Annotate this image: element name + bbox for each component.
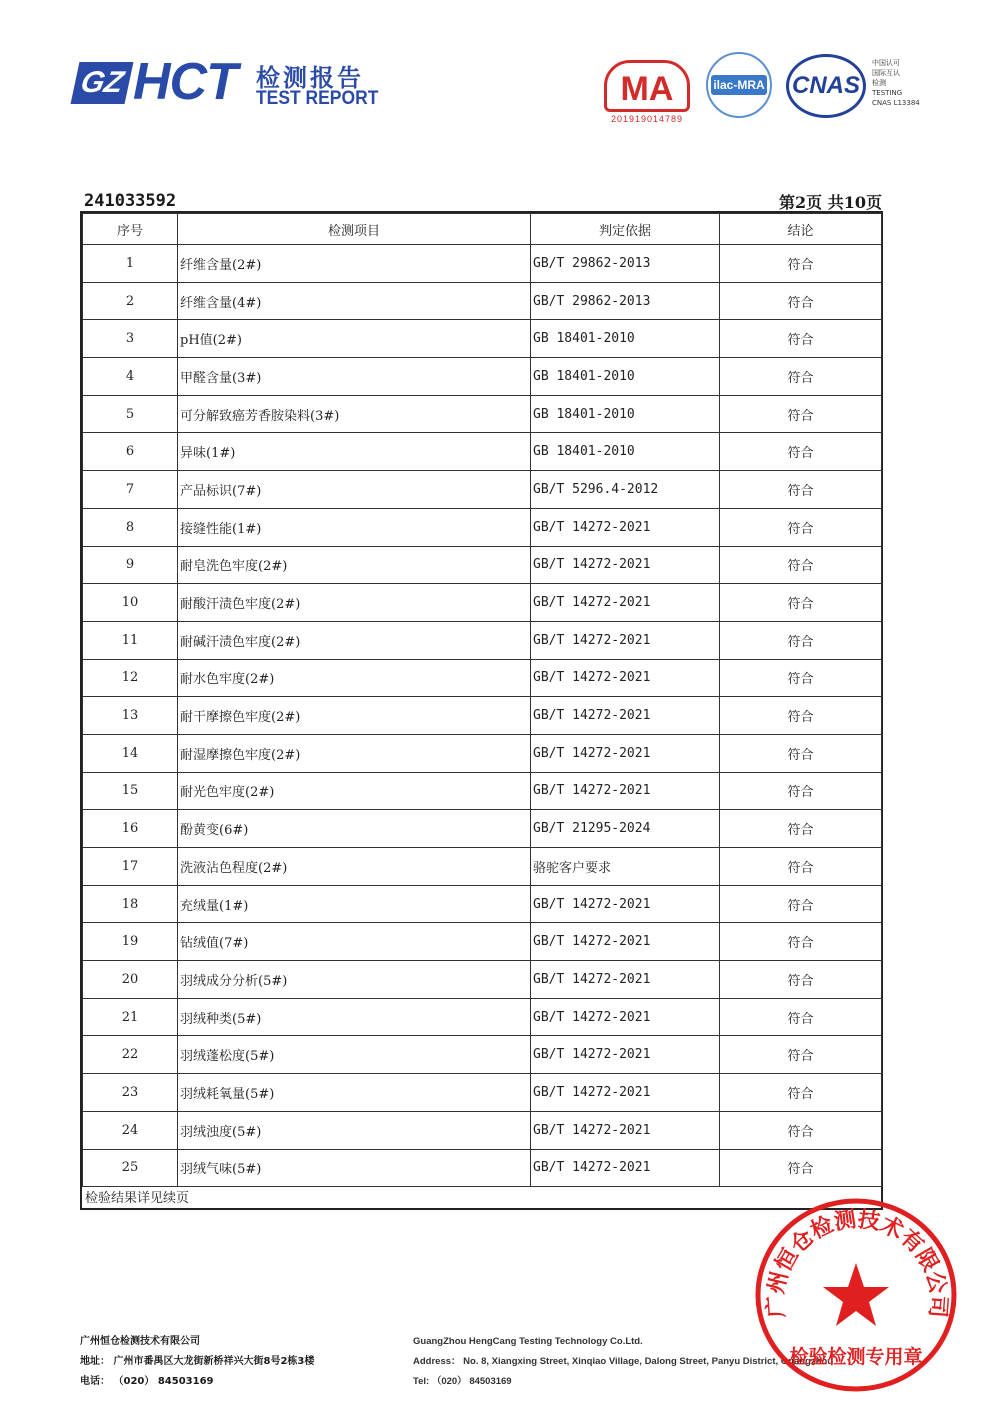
table-row [83, 885, 882, 923]
footer-cn [80, 1332, 314, 1392]
table-row [83, 848, 882, 886]
row-result: 符合 [720, 885, 882, 923]
footer-company-en: GuangZhou HengCang Testing Technology Co.Ltd. [413, 1336, 643, 1347]
table-row [83, 734, 882, 772]
row-standard: GB/T 14272-2021 [531, 734, 720, 772]
row-standard: GB/T 29862-2013 [531, 282, 720, 320]
row-standard: GB/T 21295-2024 [531, 810, 720, 848]
row-result: 符合 [720, 433, 882, 471]
table-row [83, 471, 882, 509]
row-item: pH值(2#) [178, 320, 531, 358]
row-number: 11 [83, 621, 178, 659]
row-result: 符合 [720, 734, 882, 772]
row-item: 产品标识(7#) [178, 471, 531, 509]
row-result: 符合 [720, 659, 882, 697]
row-result: 符合 [720, 508, 882, 546]
table-row [83, 546, 882, 584]
row-item: 钻绒值(7#) [178, 923, 531, 961]
row-standard: GB 18401-2010 [531, 358, 720, 396]
row-number: 12 [83, 659, 178, 697]
row-number: 1 [83, 245, 178, 283]
row-result: 符合 [720, 1036, 882, 1074]
row-standard: GB/T 14272-2021 [531, 1111, 720, 1149]
seal-bottom-text: 检验检测专用章 [789, 1346, 923, 1368]
seal-arc-text: 广州恒仓检测技术有限公司 [763, 1207, 951, 1319]
table-row [83, 1149, 882, 1187]
header-no: 序号 [83, 214, 178, 245]
row-result: 符合 [720, 1074, 882, 1112]
cnas-line: TESTING [872, 89, 903, 97]
row-number: 17 [83, 848, 178, 886]
table-row [83, 395, 882, 433]
table-row [83, 245, 882, 283]
row-number: 4 [83, 358, 178, 396]
page-indicator: 第2页 共10页 [779, 193, 882, 212]
row-result: 符合 [720, 395, 882, 433]
row-number: 6 [83, 433, 178, 471]
row-result: 符合 [720, 772, 882, 810]
logo-title-en: TEST REPORT [256, 88, 379, 109]
row-item: 耐光色牢度(2#) [178, 772, 531, 810]
row-number: 5 [83, 395, 178, 433]
table-row [83, 961, 882, 999]
row-standard: GB/T 14272-2021 [531, 1036, 720, 1074]
row-standard: GB/T 14272-2021 [531, 621, 720, 659]
table-row [83, 923, 882, 961]
table-row [83, 621, 882, 659]
row-standard: GB/T 14272-2021 [531, 584, 720, 622]
cma-number: 201919014789 [610, 114, 684, 124]
row-number: 16 [83, 810, 178, 848]
hct-logo: HCT [133, 53, 237, 111]
row-item: 耐碱汗渍色牢度(2#) [178, 621, 531, 659]
row-item: 接缝性能(1#) [178, 508, 531, 546]
row-standard: GB/T 14272-2021 [531, 659, 720, 697]
table-row [83, 1074, 882, 1112]
row-standard: GB/T 14272-2021 [531, 772, 720, 810]
footer-address-en: Address： No. 8, Xiangxing Street, Xinqiao Village, Dalong Street, Panyu District, Guangzhou [413, 1356, 834, 1367]
table-row [83, 584, 882, 622]
row-item: 羽绒蓬松度(5#) [178, 1036, 531, 1074]
footer-tel-en: Tel: （020） 84503169 [413, 1376, 512, 1387]
cnas-caption [872, 58, 942, 108]
gz-logo-mark: GZ [71, 62, 134, 104]
row-number: 20 [83, 961, 178, 999]
row-number: 18 [83, 885, 178, 923]
row-result: 符合 [720, 1111, 882, 1149]
results-table [82, 213, 882, 1187]
row-item: 洗液沾色程度(2#) [178, 848, 531, 886]
row-number: 10 [83, 584, 178, 622]
cma-logo: MA [604, 60, 690, 112]
footer-address-cn: 地址： 广州市番禺区大龙街新桥祥兴大街8号2栋3楼 [80, 1356, 315, 1367]
row-number: 25 [83, 1149, 178, 1187]
row-standard: GB/T 14272-2021 [531, 1149, 720, 1187]
row-item: 异味(1#) [178, 433, 531, 471]
table-row [83, 358, 882, 396]
row-result: 符合 [720, 471, 882, 509]
row-result: 符合 [720, 584, 882, 622]
row-result: 符合 [720, 282, 882, 320]
logo-title-cn: 检测报告 [256, 64, 364, 92]
row-result: 符合 [720, 358, 882, 396]
row-result: 符合 [720, 961, 882, 999]
row-number: 13 [83, 697, 178, 735]
table-row [83, 282, 882, 320]
table-row [83, 772, 882, 810]
row-standard: GB/T 14272-2021 [531, 508, 720, 546]
row-number: 7 [83, 471, 178, 509]
row-standard: GB/T 14272-2021 [531, 961, 720, 999]
table-row [83, 1111, 882, 1149]
row-number: 15 [83, 772, 178, 810]
row-item: 纤维含量(4#) [178, 282, 531, 320]
footer-tel-cn: 电话： （020） 84503169 [80, 1376, 214, 1387]
table-row [83, 659, 882, 697]
row-result: 符合 [720, 1149, 882, 1187]
cnas-line: CNAS L13384 [872, 99, 920, 107]
row-result: 符合 [720, 697, 882, 735]
table-header-row [83, 214, 882, 245]
table-row [83, 998, 882, 1036]
header-standard: 判定依据 [531, 214, 720, 245]
row-item: 甲醛含量(3#) [178, 358, 531, 396]
row-standard: GB 18401-2010 [531, 433, 720, 471]
row-number: 9 [83, 546, 178, 584]
row-standard: GB/T 5296.4-2012 [531, 471, 720, 509]
company-seal [750, 1195, 962, 1395]
cnas-logo [786, 54, 866, 118]
row-result: 符合 [720, 546, 882, 584]
row-number: 19 [83, 923, 178, 961]
table-row [83, 320, 882, 358]
row-number: 23 [83, 1074, 178, 1112]
row-item: 耐酸汗渍色牢度(2#) [178, 584, 531, 622]
row-standard: GB/T 14272-2021 [531, 885, 720, 923]
table-row [83, 810, 882, 848]
row-result: 符合 [720, 998, 882, 1036]
report-number: 241033592 [84, 191, 177, 211]
row-item: 耐水色牢度(2#) [178, 659, 531, 697]
row-item: 耐湿摩擦色牢度(2#) [178, 734, 531, 772]
row-number: 22 [83, 1036, 178, 1074]
cnas-line: 国际互认 [872, 69, 900, 77]
row-standard: GB/T 14272-2021 [531, 998, 720, 1036]
row-standard: 骆驼客户要求 [531, 848, 720, 886]
row-standard: GB/T 14272-2021 [531, 697, 720, 735]
row-standard: GB/T 14272-2021 [531, 1074, 720, 1112]
row-item: 羽绒浊度(5#) [178, 1111, 531, 1149]
row-number: 3 [83, 320, 178, 358]
row-standard: GB 18401-2010 [531, 395, 720, 433]
row-number: 14 [83, 734, 178, 772]
row-result: 符合 [720, 848, 882, 886]
results-table-frame [80, 211, 883, 1210]
row-number: 8 [83, 508, 178, 546]
row-result: 符合 [720, 621, 882, 659]
row-standard: GB/T 14272-2021 [531, 923, 720, 961]
row-number: 2 [83, 282, 178, 320]
cnas-line: 中国认可 [872, 59, 900, 67]
header-item: 检测项目 [178, 214, 531, 245]
row-result: 符合 [720, 810, 882, 848]
row-number: 24 [83, 1111, 178, 1149]
row-item: 耐干摩擦色牢度(2#) [178, 697, 531, 735]
footer-company-cn: 广州恒仓检测技术有限公司 [80, 1336, 200, 1347]
header-result: 结论 [720, 214, 882, 245]
table-row [83, 508, 882, 546]
ilac-text: ilac-MRA [711, 75, 766, 95]
row-result: 符合 [720, 923, 882, 961]
table-row [83, 433, 882, 471]
row-number: 21 [83, 998, 178, 1036]
table-row [83, 697, 882, 735]
row-standard: GB/T 29862-2013 [531, 245, 720, 283]
cnas-text: CNAS [791, 72, 860, 99]
table-row [83, 1036, 882, 1074]
ilac-mra-logo [706, 52, 772, 118]
table-footnote: 检验结果详见续页 [85, 1191, 190, 1206]
table-body [83, 245, 882, 1187]
row-item: 酚黄变(6#) [178, 810, 531, 848]
seal-star-icon [823, 1263, 889, 1326]
row-result: 符合 [720, 320, 882, 358]
row-result: 符合 [720, 245, 882, 283]
row-item: 羽绒成分分析(5#) [178, 961, 531, 999]
row-item: 羽绒耗氧量(5#) [178, 1074, 531, 1112]
row-item: 耐皂洗色牢度(2#) [178, 546, 531, 584]
row-item: 羽绒气味(5#) [178, 1149, 531, 1187]
row-item: 可分解致癌芳香胺染料(3#) [178, 395, 531, 433]
cnas-line: 检测 [872, 79, 886, 87]
row-item: 充绒量(1#) [178, 885, 531, 923]
row-standard: GB/T 14272-2021 [531, 546, 720, 584]
row-item: 纤维含量(2#) [178, 245, 531, 283]
row-standard: GB 18401-2010 [531, 320, 720, 358]
row-item: 羽绒种类(5#) [178, 998, 531, 1036]
